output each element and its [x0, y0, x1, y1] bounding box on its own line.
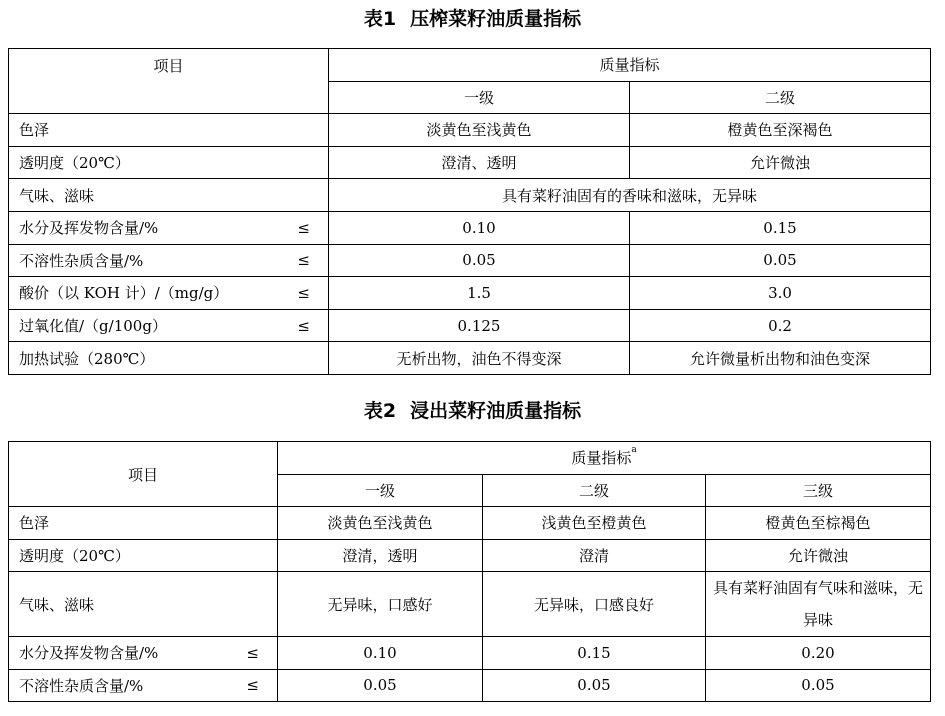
table-row	[9, 342, 931, 375]
table2-cell: 0.05	[706, 669, 931, 702]
table2-cell: 0.05	[278, 669, 483, 702]
table2-cell: 0.15	[483, 637, 706, 670]
table1-cell: 允许微浊	[630, 146, 931, 179]
table1-cell: 0.125	[329, 309, 630, 342]
table1-row-item-label: 过氧化值/（g/100g）	[19, 317, 167, 336]
table2-row-item	[9, 669, 278, 702]
table1-cell: 3.0	[630, 277, 931, 310]
table2	[8, 441, 931, 702]
table2-cell: 无异味，口感良好	[483, 572, 706, 637]
table1-grade-1: 一级	[329, 81, 630, 114]
table2-cell: 0.05	[483, 669, 706, 702]
table1-cell: 无析出物，油色不得变深	[329, 342, 630, 375]
table1	[8, 48, 931, 375]
table1-title-text: 压榨菜籽油质量指标	[410, 8, 582, 30]
table2-head-item: 项目	[9, 442, 278, 507]
table-row	[9, 669, 931, 702]
table-row	[9, 114, 931, 147]
table2-grade-1: 一级	[278, 474, 483, 507]
table1-cell: 0.10	[329, 211, 630, 244]
table2-cell: 0.10	[278, 637, 483, 670]
table1-row-item	[9, 211, 329, 244]
table-row	[9, 539, 931, 572]
table2-header-row	[9, 442, 931, 475]
table1-row-item: 加热试验（280℃）	[9, 342, 329, 375]
table2-row-item-label: 水分及挥发物含量/%	[19, 644, 159, 663]
table2-head-group	[278, 442, 931, 475]
table-row	[9, 637, 931, 670]
less-equal-symbol: ≤	[297, 316, 310, 335]
table2-row-item: 气味、滋味	[9, 572, 278, 637]
table2-head-group-label: 质量指标	[571, 449, 632, 468]
table2-grade-2: 二级	[483, 474, 706, 507]
table1-merged-cell: 具有菜籽油固有的香味和滋味，无异味	[329, 179, 931, 212]
table1-cell: 0.2	[630, 309, 931, 342]
table1-cell: 0.05	[630, 244, 931, 277]
table-row	[9, 211, 931, 244]
less-equal-symbol: ≤	[297, 283, 310, 302]
table2-cell: 具有菜籽油固有气味和滋味，无异味	[706, 572, 931, 637]
table1-row-item	[9, 277, 329, 310]
table1-cell: 1.5	[329, 277, 630, 310]
table-row	[9, 277, 931, 310]
less-equal-symbol: ≤	[297, 251, 310, 270]
table1-cell: 允许微量析出物和油色变深	[630, 342, 931, 375]
table2-grade-3: 三级	[706, 474, 931, 507]
table2-title	[0, 400, 945, 422]
table2-row-item: 色泽	[9, 507, 278, 540]
table2-cell: 淡黄色至浅黄色	[278, 507, 483, 540]
table1-cell: 淡黄色至浅黄色	[329, 114, 630, 147]
table1-row-item	[9, 309, 329, 342]
table2-title-number: 表2	[363, 400, 397, 422]
table1-title	[0, 8, 945, 30]
table1-row-item-label: 不溶性杂质含量/%	[19, 251, 144, 270]
table1-grade-2: 二级	[630, 81, 931, 114]
table2-row-item	[9, 637, 278, 670]
table-row	[9, 309, 931, 342]
less-equal-symbol: ≤	[297, 218, 310, 237]
table2-cell: 橙黄色至棕褐色	[706, 507, 931, 540]
table2-cell: 澄清，透明	[278, 539, 483, 572]
table1-head-item: 项目	[9, 49, 329, 114]
footnote-marker: a	[631, 445, 637, 456]
table2-row-item: 透明度（20℃）	[9, 539, 278, 572]
table1-row-item-label: 酸价（以 KOH 计）/（mg/g）	[19, 284, 229, 303]
table-row	[9, 572, 931, 637]
table-row	[9, 507, 931, 540]
table2-cell: 无异味，口感好	[278, 572, 483, 637]
table1-cell: 澄清、透明	[329, 146, 630, 179]
table1-row-item	[9, 244, 329, 277]
table1-cell: 0.05	[329, 244, 630, 277]
table-row	[9, 179, 931, 212]
table2-row-item-label: 不溶性杂质含量/%	[19, 676, 144, 695]
table1-title-number: 表1	[363, 8, 397, 30]
table-row	[9, 146, 931, 179]
table2-cell: 允许微浊	[706, 539, 931, 572]
table1-head-group: 质量指标	[329, 49, 931, 82]
table1-cell: 橙黄色至深褐色	[630, 114, 931, 147]
table1-row-item-label: 水分及挥发物含量/%	[19, 219, 159, 238]
table1-row-item: 色泽	[9, 114, 329, 147]
table1-row-item: 气味、滋味	[9, 179, 329, 212]
table2-cell: 浅黄色至橙黄色	[483, 507, 706, 540]
table2-title-text: 浸出菜籽油质量指标	[410, 400, 582, 422]
less-equal-symbol: ≤	[246, 643, 259, 662]
table1-cell: 0.15	[630, 211, 931, 244]
table2-cell: 澄清	[483, 539, 706, 572]
table2-cell: 0.20	[706, 637, 931, 670]
table-row	[9, 244, 931, 277]
less-equal-symbol: ≤	[246, 676, 259, 695]
table1-row-item: 透明度（20℃）	[9, 146, 329, 179]
table1-header-row	[9, 49, 931, 82]
